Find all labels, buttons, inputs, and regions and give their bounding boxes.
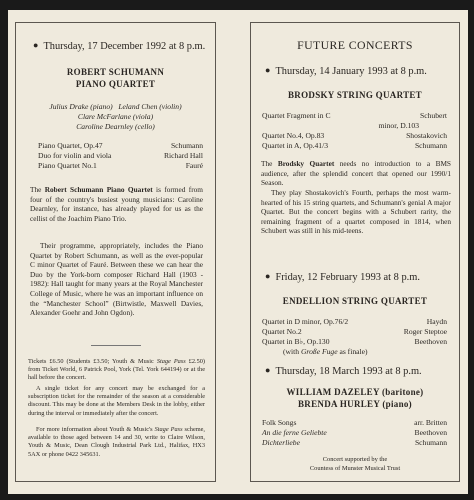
program-composer: Roger Steptoe [403, 327, 447, 336]
brodsky-bold: Brodsky Quartet [277, 159, 335, 168]
tickets-text-a: Tickets £6.50 (Students £3.50; Youth & Music [28, 358, 157, 365]
divider [91, 345, 141, 346]
intro-lead: The [30, 185, 45, 194]
bullet-icon: ● [33, 40, 39, 50]
program-work: Quartet No.2 [262, 327, 302, 336]
tickets-info [28, 358, 205, 383]
program-composer: Richard Hall [163, 151, 203, 160]
program-work: An die ferne Geliebte [262, 428, 327, 437]
performers-line1: Julius Drake (piano) Leland Chen (violin) [49, 102, 182, 111]
program-composer: Shostakovich [406, 131, 447, 140]
program-work: Piano Quartet No.1 [38, 161, 97, 170]
ensemble-title: ENDELLION STRING QUARTET [282, 296, 428, 306]
concert-date-text: Thursday, 18 March 1993 at 8 p.m. [275, 366, 422, 377]
bullet-icon: ● [265, 365, 271, 375]
program-composer: Schumann [414, 438, 447, 447]
program-composer: Haydn [426, 317, 447, 326]
concert-date-text: Thursday, 14 January 1993 at 8 p.m. [275, 66, 427, 77]
info-text-c: scheme, available to those aged between 14 and 30, write to Claire Wilson, Youth & Music, Dean Clough Industrial Park Ltd., Halifax, HX3 5AX or phone 0422 345631. [28, 426, 206, 458]
program-composer: Schumann [414, 141, 447, 150]
program-work: Dichterliebe [262, 438, 300, 447]
program-composer: Beethoven [414, 428, 447, 437]
program-work: Quartet in D minor, Op.76/2 [262, 317, 349, 326]
ensemble-title: BRODSKY STRING QUARTET [288, 90, 422, 100]
program-note [283, 347, 368, 356]
tickets-text-c: £2.50) from Ticket World, 6 Patrick Pool, York (Tel. York 644194) or at the hall before the concert. [28, 358, 205, 382]
note-text-c: as finale) [337, 347, 368, 356]
performers-line2: Clare McFarlane (viola) [77, 112, 154, 121]
performer-title-line1: WILLIAM DAZELEY (baritone) [286, 387, 424, 397]
ensemble-title-line1: ROBERT SCHUMANN [66, 67, 165, 77]
concert-date [33, 40, 205, 52]
intro-rest: is formed from four of the country's busiest young musicians: Caroline Dearnley, for instance, has already played for us as the cellist of the Joachim Piano Trio. [30, 185, 203, 223]
support-line1: Concert supported by the [322, 456, 388, 463]
programme-sheet [8, 10, 468, 494]
program-work: Quartet in B♭, Op.130 [262, 337, 330, 346]
brodsky-lead: The [261, 159, 278, 168]
single-ticket-info: A single ticket for any concert may be exchanged for a subscription ticket for the remainder of the season at a considerable discount. This may be done at the Members Desk in the lobby, either during the interval or immediately after the concert. [28, 385, 205, 417]
bullet-icon: ● [265, 271, 271, 281]
concert-date [265, 65, 427, 77]
program-composer: Beethoven [414, 337, 447, 346]
program-work: Quartet No.4, Op.83 [262, 131, 325, 140]
performer-title-line2: BRENDA HURLEY (piano) [298, 399, 412, 409]
concert-date [265, 271, 420, 283]
program-work: Duo for violin and viola [38, 151, 112, 160]
note-italic: Große Fuge [300, 347, 338, 356]
ensemble-title-line2: PIANO QUARTET [75, 79, 156, 89]
brodsky-rest: needs no introduction to a BMS audience, after the splendid concert that opened our 1990/1 Season. [261, 159, 451, 188]
left-panel [15, 22, 216, 482]
brodsky-paragraph-2: They play Shostakovich's Fourth, perhaps the most warm-hearted of his 15 string quartets, and Schumann's genial A major Quartet. But the concert begins with a Schubert rarity, the remaining fragment of a quartet composed in 1814, when Schubert was still in his mid-teens. [261, 188, 451, 236]
program-composer: arr. Britten [414, 418, 447, 427]
support-line2: Countess of Munster Musical Trust [309, 465, 401, 472]
intro-paragraph [30, 185, 203, 223]
concert-date [265, 365, 422, 377]
program-composer: Schubert [420, 111, 447, 120]
program-composer: Schumann [170, 141, 203, 150]
note-text-a: (with [283, 347, 301, 356]
right-panel [250, 22, 460, 482]
stage-pass-italic: Stage Pass [156, 358, 186, 365]
bullet-icon: ● [265, 65, 271, 75]
program-work: Piano Quartet, Op.47 [38, 141, 103, 150]
program-work: Quartet Fragment in C [262, 111, 331, 120]
concert-date-text: Thursday, 17 December 1992 at 8 p.m. [43, 41, 206, 52]
ensemble-name-bold: Robert Schumann Piano Quartet [44, 185, 153, 194]
program-work: Folk Songs [262, 418, 297, 427]
brodsky-paragraph [261, 159, 451, 188]
programme-paragraph: Their programme, appropriately, includes the Piano Quartet by Robert Schumann, as well as the ever-popular C minor Quartet of Fauré. Between these we can hear the Duo by the York-born composer Richard Hall (1903 - 1982): Hall taught for many years at the Royal Manchester College of Music, where he was an important influence on the “Manchester School” (Birtwistle, Maxwell Davies, Alexander Goehr and John Ogdon). [30, 241, 203, 318]
program-work: Quartet in A, Op.41/3 [262, 141, 329, 150]
concert-date-text: Friday, 12 February 1993 at 8 p.m. [275, 272, 420, 283]
stage-pass-italic: Stage Pass [154, 426, 183, 433]
performers-line3: Caroline Dearnley (cello) [76, 122, 155, 131]
future-concerts-heading: FUTURE CONCERTS [297, 38, 413, 52]
program-composer: Fauré [185, 161, 203, 170]
info-text-a: For more information about Youth & Music's [36, 426, 155, 433]
youth-music-info [28, 426, 205, 459]
program-composer: minor, D.103 [378, 121, 419, 130]
